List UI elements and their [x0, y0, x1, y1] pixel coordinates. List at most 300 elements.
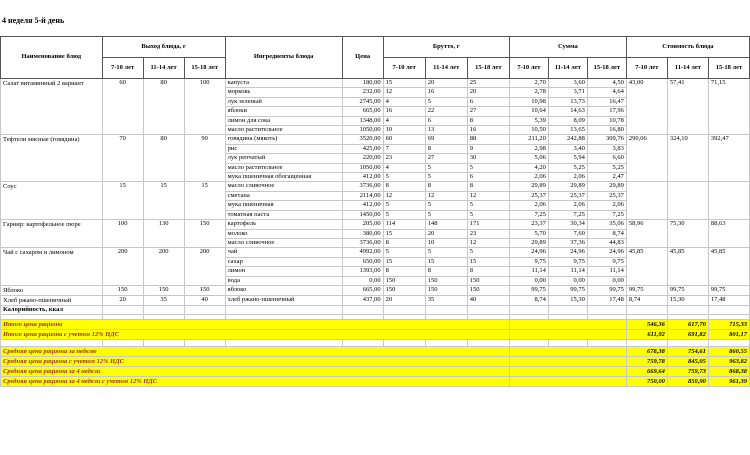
header-gross: Брутто, г — [383, 37, 509, 58]
dish-yield: 80 — [143, 79, 184, 135]
dish-yield: 150 — [102, 285, 143, 295]
ingredient-sum: 29,89 — [548, 182, 587, 191]
ingredient-gross: 23 — [383, 154, 425, 163]
total-value: 801,17 — [708, 330, 749, 340]
ingredient-gross: 27 — [425, 154, 467, 163]
total-value: 617,70 — [667, 320, 708, 330]
dish-cost: 290,06 — [626, 135, 667, 182]
ingredient-sum: 16,80 — [587, 126, 626, 135]
empty-cell — [509, 330, 626, 340]
header-row-1 — [1, 37, 750, 58]
ingredient-gross: 5 — [383, 210, 425, 219]
total-value: 678,38 — [626, 347, 667, 357]
empty-cell — [587, 305, 626, 314]
total-label: Средняя цена рациона за 4 недели — [1, 367, 510, 377]
ingredient-price: 1348,00 — [342, 116, 383, 125]
ingredient-price: 425,00 — [342, 144, 383, 153]
header-yield: Выход блюда, г — [102, 37, 225, 58]
dish-cost: 17,48 — [708, 295, 749, 305]
ingredient-gross: 60 — [383, 135, 425, 144]
dish-yield: 15 — [184, 182, 225, 220]
ingredient-name: яблоки — [225, 107, 342, 116]
ingredient-gross: 10 — [425, 238, 467, 247]
ingredient-sum: 11,14 — [548, 267, 587, 276]
age-header: 11-14 лет — [548, 58, 587, 79]
ingredient-name: рис — [225, 144, 342, 153]
ingredient-sum: 11,14 — [509, 267, 548, 276]
dish-yield: 150 — [184, 220, 225, 248]
age-header: 7-10 лет — [383, 58, 425, 79]
ingredient-sum: 5,06 — [509, 154, 548, 163]
empty-cell — [467, 340, 509, 347]
dish-cost: 75,30 — [667, 220, 708, 248]
ingredient-gross: 15 — [467, 257, 509, 266]
ingredient-sum: 16,47 — [587, 97, 626, 106]
ingredient-sum: 5,39 — [509, 116, 548, 125]
empty-cell — [1, 340, 103, 347]
dish-yield: 150 — [143, 285, 184, 295]
dish-yield: 150 — [184, 285, 225, 295]
ingredient-gross: 15 — [383, 229, 425, 238]
ingredient-sum: 0,00 — [509, 276, 548, 285]
ingredient-sum: 29,89 — [509, 238, 548, 247]
ingredient-gross: 10 — [383, 126, 425, 135]
ingredient-gross: 114 — [383, 220, 425, 229]
ingredient-name: сахар — [225, 257, 342, 266]
table-row — [1, 135, 750, 144]
ingredient-sum: 2,06 — [587, 201, 626, 210]
ingredient-price: 3736,00 — [342, 182, 383, 191]
dish-cost: 71,15 — [708, 79, 749, 135]
total-value: 759,78 — [626, 357, 667, 367]
total-value: 669,64 — [626, 367, 667, 377]
header-sum: Сумма — [509, 37, 626, 58]
ingredient-name: масло растительное — [225, 126, 342, 135]
ingredient-sum: 24,96 — [509, 248, 548, 257]
empty-cell — [184, 305, 225, 314]
ingredient-sum: 211,20 — [509, 135, 548, 144]
total-value: 860,55 — [708, 347, 749, 357]
ingredient-gross: 20 — [383, 295, 425, 305]
ingredient-gross: 5 — [425, 210, 467, 219]
ingredient-sum: 10,98 — [509, 97, 548, 106]
dish-yield: 200 — [102, 248, 143, 286]
total-value: 850,90 — [667, 377, 708, 387]
ingredient-gross: 5 — [383, 173, 425, 182]
ingredient-gross: 8 — [425, 182, 467, 191]
ingredient-sum: 242,88 — [548, 135, 587, 144]
age-header: 11-14 лет — [667, 58, 708, 79]
dish-yield: 200 — [143, 248, 184, 286]
ingredient-gross: 16 — [467, 126, 509, 135]
empty-cell — [667, 340, 708, 347]
dish-cost: 45,85 — [667, 248, 708, 286]
total-row — [1, 347, 750, 357]
dish-cost: 57,41 — [667, 79, 708, 135]
dish-yield: 200 — [184, 248, 225, 286]
table-row — [1, 248, 750, 257]
ingredient-gross: 5 — [425, 173, 467, 182]
ingredient-sum: 5,94 — [548, 154, 587, 163]
spacer-row — [1, 340, 750, 347]
ingredient-sum: 7,60 — [548, 229, 587, 238]
total-label: Средняя цена рациона за 4 недели с учетом 12% НДС — [1, 377, 510, 387]
dish-name: Яблоко — [1, 285, 103, 295]
menu-table — [0, 36, 750, 387]
age-header: 11-14 лет — [143, 58, 184, 79]
ingredient-gross: 35 — [425, 295, 467, 305]
ingredient-price: 2114,00 — [342, 191, 383, 200]
ingredient-gross: 6 — [425, 116, 467, 125]
ingredient-gross: 148 — [425, 220, 467, 229]
empty-cell — [626, 340, 667, 347]
ingredient-gross: 5 — [383, 201, 425, 210]
empty-cell — [383, 340, 425, 347]
ingredient-gross: 8 — [425, 144, 467, 153]
ingredient-price: 0,00 — [342, 276, 383, 285]
ingredient-gross: 5 — [467, 163, 509, 172]
table-row — [1, 220, 750, 229]
ingredient-gross: 8 — [467, 267, 509, 276]
ingredient-gross: 15 — [425, 257, 467, 266]
ingredient-name: лук репчатый — [225, 154, 342, 163]
ingredient-gross: 20 — [467, 88, 509, 97]
age-header: 15-18 лет — [708, 58, 749, 79]
ingredient-name: масло растительное — [225, 163, 342, 172]
ingredient-name: молоко — [225, 229, 342, 238]
dish-cost: 99,75 — [708, 285, 749, 295]
dish-cost: 8,74 — [626, 295, 667, 305]
ingredient-price: 4992,00 — [342, 248, 383, 257]
calories-label: Калорийность, ккал — [1, 305, 103, 314]
ingredient-name: мука пшеничная — [225, 201, 342, 210]
empty-cell — [102, 305, 143, 314]
empty-cell — [509, 377, 626, 387]
ingredient-price: 232,00 — [342, 88, 383, 97]
dish-name: Гарнир: картофельное пюре — [1, 220, 103, 248]
total-value: 611,92 — [626, 330, 667, 340]
table-row — [1, 79, 750, 88]
age-header: 11-14 лет — [425, 58, 467, 79]
ingredient-gross: 16 — [425, 88, 467, 97]
empty-cell — [509, 305, 548, 314]
ingredient-price: 3520,00 — [342, 135, 383, 144]
sheet-title: 4 неделя 5-й день — [2, 16, 65, 25]
ingredient-name: говядина (мякоть) — [225, 135, 342, 144]
ingredient-sum: 3,40 — [548, 144, 587, 153]
ingredient-gross: 150 — [467, 276, 509, 285]
ingredient-name: лук зеленый — [225, 97, 342, 106]
ingredient-sum: 99,75 — [587, 285, 626, 295]
dish-cost: 58,96 — [626, 220, 667, 248]
ingredient-sum: 4,64 — [587, 88, 626, 97]
total-row — [1, 357, 750, 367]
header-price: Цена — [342, 37, 383, 79]
empty-cell — [708, 305, 749, 314]
ingredient-sum: 13,65 — [548, 126, 587, 135]
calories-row — [1, 305, 750, 314]
ingredient-name: томатная паста — [225, 210, 342, 219]
total-value: 715,33 — [708, 320, 749, 330]
dish-yield: 35 — [143, 295, 184, 305]
ingredient-name: яблоко — [225, 285, 342, 295]
dish-cost: 324,10 — [667, 135, 708, 182]
ingredient-gross: 8 — [467, 116, 509, 125]
ingredient-gross: 4 — [383, 163, 425, 172]
ingredient-price: 412,00 — [342, 201, 383, 210]
ingredient-price: 437,00 — [342, 295, 383, 305]
empty-cell — [467, 305, 509, 314]
empty-cell — [143, 340, 184, 347]
empty-cell — [225, 305, 342, 314]
empty-cell — [509, 320, 626, 330]
ingredient-sum: 13,73 — [548, 97, 587, 106]
empty-cell — [184, 340, 225, 347]
table-row — [1, 182, 750, 191]
ingredient-gross: 8 — [383, 267, 425, 276]
ingredient-price: 3736,00 — [342, 238, 383, 247]
age-header: 15-18 лет — [184, 58, 225, 79]
empty-cell — [509, 347, 626, 357]
ingredient-sum: 99,75 — [548, 285, 587, 295]
age-header: 15-18 лет — [467, 58, 509, 79]
ingredient-gross: 12 — [383, 191, 425, 200]
ingredient-sum: 0,00 — [587, 276, 626, 285]
ingredient-gross: 150 — [383, 276, 425, 285]
ingredient-price: 1393,00 — [342, 267, 383, 276]
dish-yield: 15 — [143, 182, 184, 220]
ingredient-price: 665,00 — [342, 107, 383, 116]
ingredient-gross: 23 — [467, 229, 509, 238]
empty-cell — [548, 305, 587, 314]
ingredient-name: картофель — [225, 220, 342, 229]
ingredient-name: лимон для сока — [225, 116, 342, 125]
empty-cell — [342, 305, 383, 314]
ingredient-sum: 9,75 — [587, 257, 626, 266]
ingredient-gross: 8 — [383, 182, 425, 191]
ingredient-sum: 25,37 — [587, 191, 626, 200]
ingredient-name: хлеб ржано-пшеничный — [225, 295, 342, 305]
ingredient-sum: 2,70 — [509, 79, 548, 88]
ingredient-name: капуста — [225, 79, 342, 88]
empty-cell — [143, 305, 184, 314]
ingredient-gross: 27 — [467, 107, 509, 116]
ingredient-sum: 14,63 — [548, 107, 587, 116]
ingredient-sum: 2,06 — [509, 173, 548, 182]
ingredient-sum: 99,75 — [509, 285, 548, 295]
ingredient-gross: 150 — [425, 285, 467, 295]
age-header: 15-18 лет — [587, 58, 626, 79]
ingredient-price: 380,00 — [342, 229, 383, 238]
ingredient-gross: 5 — [467, 248, 509, 257]
ingredient-gross: 150 — [383, 285, 425, 295]
ingredient-gross: 30 — [467, 154, 509, 163]
dish-cost: 99,75 — [626, 285, 667, 295]
total-value: 963,82 — [708, 357, 749, 367]
ingredient-price: 650,00 — [342, 257, 383, 266]
dish-yield: 100 — [102, 220, 143, 248]
total-value: 750,00 — [626, 377, 667, 387]
ingredient-sum: 7,25 — [509, 210, 548, 219]
ingredient-gross: 69 — [425, 135, 467, 144]
total-row — [1, 330, 750, 340]
ingredient-sum: 30,34 — [548, 220, 587, 229]
total-label: Средняя цена рациона с учетом 12% НДС — [1, 357, 510, 367]
ingredient-gross: 4 — [383, 97, 425, 106]
ingredient-name: масло сливочное — [225, 238, 342, 247]
ingredient-gross: 150 — [467, 285, 509, 295]
ingredient-sum: 24,96 — [548, 248, 587, 257]
ingredient-sum: 7,25 — [587, 210, 626, 219]
ingredient-gross: 88 — [467, 135, 509, 144]
ingredient-sum: 5,25 — [548, 163, 587, 172]
table-row — [1, 285, 750, 295]
ingredient-gross: 5 — [425, 248, 467, 257]
total-value: 691,82 — [667, 330, 708, 340]
dish-cost: 99,75 — [667, 285, 708, 295]
age-header: 7-10 лет — [626, 58, 667, 79]
ingredient-sum: 5,25 — [587, 163, 626, 172]
total-value: 868,38 — [708, 367, 749, 377]
ingredient-gross: 8 — [425, 267, 467, 276]
ingredient-sum: 35,06 — [587, 220, 626, 229]
total-value: 961,39 — [708, 377, 749, 387]
dish-yield: 60 — [102, 79, 143, 135]
dish-cost: 392,47 — [708, 135, 749, 182]
empty-cell — [509, 340, 548, 347]
ingredient-sum: 4,20 — [509, 163, 548, 172]
ingredient-sum: 10,64 — [509, 107, 548, 116]
ingredient-sum: 15,30 — [548, 295, 587, 305]
dish-yield: 40 — [184, 295, 225, 305]
dish-cost — [667, 182, 708, 220]
dish-yield: 20 — [102, 295, 143, 305]
dish-cost — [708, 182, 749, 220]
ingredient-sum: 37,36 — [548, 238, 587, 247]
ingredient-sum: 29,89 — [587, 182, 626, 191]
empty-cell — [102, 340, 143, 347]
ingredient-price: 180,00 — [342, 79, 383, 88]
ingredient-gross: 40 — [467, 295, 509, 305]
ingredient-sum: 3,71 — [548, 88, 587, 97]
ingredient-gross: 7 — [383, 144, 425, 153]
ingredient-gross: 5 — [425, 201, 467, 210]
ingredient-gross: 8 — [467, 182, 509, 191]
empty-cell — [548, 340, 587, 347]
ingredient-gross: 15 — [383, 79, 425, 88]
dish-yield: 130 — [143, 220, 184, 248]
ingredient-gross: 20 — [425, 79, 467, 88]
total-label: Средняя цена рациона за неделю — [1, 347, 510, 357]
ingredient-gross: 5 — [425, 97, 467, 106]
ingredient-sum: 8,74 — [509, 295, 548, 305]
total-label: Итого цена рациона с учетом 12% НДС — [1, 330, 510, 340]
dish-yield: 70 — [102, 135, 143, 182]
ingredient-sum: 17,48 — [587, 295, 626, 305]
ingredient-gross: 12 — [383, 88, 425, 97]
empty-cell — [425, 340, 467, 347]
ingredient-name: вода — [225, 276, 342, 285]
total-row — [1, 367, 750, 377]
ingredient-sum: 23,37 — [509, 220, 548, 229]
ingredient-gross: 12 — [467, 238, 509, 247]
ingredient-sum: 44,83 — [587, 238, 626, 247]
ingredient-name: масло сливочное — [225, 182, 342, 191]
empty-cell — [383, 305, 425, 314]
ingredient-sum: 10,78 — [587, 116, 626, 125]
dish-cost: 88,63 — [708, 220, 749, 248]
ingredient-gross: 16 — [383, 107, 425, 116]
ingredient-gross: 22 — [425, 107, 467, 116]
empty-cell — [225, 340, 342, 347]
ingredient-sum: 3,83 — [587, 144, 626, 153]
ingredient-sum: 9,75 — [548, 257, 587, 266]
dish-name: Хлеб ржано-пшеничный — [1, 295, 103, 305]
ingredient-gross: 171 — [467, 220, 509, 229]
empty-cell — [509, 367, 626, 377]
ingredient-gross: 9 — [467, 144, 509, 153]
ingredient-name: чай — [225, 248, 342, 257]
total-value: 754,61 — [667, 347, 708, 357]
table-row — [1, 295, 750, 305]
ingredient-price: 1050,00 — [342, 163, 383, 172]
ingredient-price: 220,00 — [342, 154, 383, 163]
ingredient-sum: 2,06 — [509, 201, 548, 210]
ingredient-sum: 29,89 — [509, 182, 548, 191]
ingredient-sum: 9,75 — [509, 257, 548, 266]
empty-cell — [342, 340, 383, 347]
dish-name: Тефтели мясные (говядина) — [1, 135, 103, 182]
ingredient-price: 1450,00 — [342, 210, 383, 219]
ingredient-sum: 4,50 — [587, 79, 626, 88]
ingredient-gross: 5 — [425, 163, 467, 172]
dish-yield: 90 — [184, 135, 225, 182]
ingredient-name: сметана — [225, 191, 342, 200]
ingredient-sum: 3,60 — [548, 79, 587, 88]
ingredient-gross: 5 — [383, 248, 425, 257]
ingredient-price: 2745,00 — [342, 97, 383, 106]
empty-cell — [708, 340, 749, 347]
total-value: 546,36 — [626, 320, 667, 330]
header-cost: Стоимость блюда — [626, 37, 749, 58]
ingredient-sum: 25,37 — [509, 191, 548, 200]
ingredient-sum: 5,70 — [509, 229, 548, 238]
ingredient-gross: 6 — [467, 97, 509, 106]
total-row — [1, 377, 750, 387]
ingredient-sum: 2,47 — [587, 173, 626, 182]
dish-cost: 43,00 — [626, 79, 667, 135]
ingredient-sum: 17,96 — [587, 107, 626, 116]
ingredient-gross: 25 — [467, 79, 509, 88]
ingredient-sum: 0,00 — [548, 276, 587, 285]
dish-cost: 45,85 — [626, 248, 667, 286]
ingredient-gross: 13 — [425, 126, 467, 135]
dish-cost: 45,85 — [708, 248, 749, 286]
ingredient-price: 1050,00 — [342, 126, 383, 135]
ingredient-gross: 150 — [425, 276, 467, 285]
ingredient-name: лимон — [225, 267, 342, 276]
ingredient-sum: 7,25 — [548, 210, 587, 219]
ingredient-gross: 6 — [467, 173, 509, 182]
ingredient-name: мука пшеничная обогащенная — [225, 173, 342, 182]
ingredient-price: 665,00 — [342, 285, 383, 295]
ingredient-gross: 5 — [467, 201, 509, 210]
header-ingredients: Ингредиенты блюда — [225, 37, 342, 79]
ingredient-sum: 6,60 — [587, 154, 626, 163]
ingredient-price: 205,00 — [342, 220, 383, 229]
ingredient-gross: 12 — [467, 191, 509, 200]
ingredient-sum: 2,78 — [509, 88, 548, 97]
